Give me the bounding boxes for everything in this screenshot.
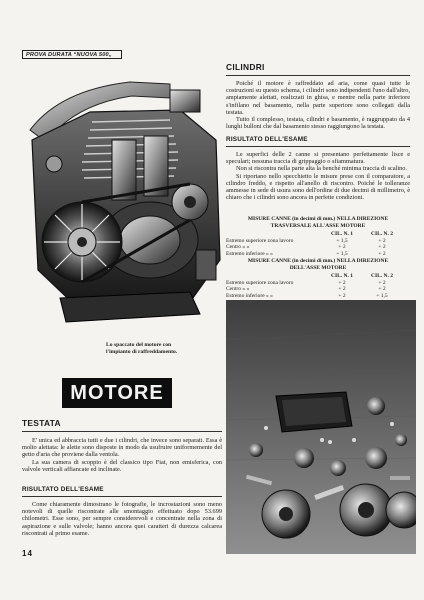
- table-header-cell: CIL. N. 2: [370, 231, 393, 238]
- table-row: [226, 293, 410, 300]
- engine-illustration: [20, 70, 232, 338]
- paragraph: Le superfici delle 2 canne si presentano perfettamente lisce e speculari; nessuna traccia di grippaggio o sfiammatura.: [226, 151, 410, 166]
- paragraph: Si riportano nello specchietto le misure prese con il comparatore, a cilindro freddo, e rispetto all'anello di riscontro. Poiché le tolleranze ammesse in sede di usura sono dell'ordine di due decimi di millimetro, è chiaro che i cilindri sono ancora in perfette condizioni.: [226, 172, 410, 202]
- table-cell: + 2: [338, 279, 346, 286]
- measurement-table-transverse: [226, 216, 410, 258]
- table-cell: Centro » »: [226, 244, 250, 251]
- parts-photo-drawing: [226, 300, 416, 554]
- risultato-testata-heading: RISULTATO DELL'ESAME: [22, 486, 104, 493]
- paragraph: Come chiaramente dimostrano le fotografie, le incrostazioni sono meno notevoli di quelle riscontrate alle smontaggio effettuato dopo 53.699 chilometri. Esse sono, per sempre considerevoli e concentrate nella zona di aspirazione e sulle valvole; hanno ancora quei caratteri di durezza calcarea riscontrati al primo esame.: [22, 501, 222, 537]
- testata-heading: TESTATA: [22, 418, 61, 428]
- risultato-cilindri-body: [226, 151, 410, 201]
- measurement-table-axial: [226, 258, 410, 306]
- page-number: 14: [22, 549, 33, 558]
- paragraph: E' unica ed abbraccia tutti e due i cilindri, che invece sono separati. Essa è molto alettata: le alette sono disposte in modo da usufruire uniformemente del getto d'aria che proviene dalla ventola.: [22, 437, 222, 459]
- table-caption: DELL'ASSE MOTORE: [289, 264, 347, 271]
- cilindri-body: [226, 80, 410, 130]
- cilindri-section: [226, 62, 410, 130]
- table-cell: + 2: [378, 279, 386, 286]
- table-cell: Estremo superiore zona lavoro: [226, 279, 294, 286]
- table-header-cell: CIL. N. 2: [370, 273, 393, 280]
- table-header-cell: [226, 231, 322, 238]
- table-cell: + 1,5: [336, 237, 348, 244]
- paragraph: La sua camera di scoppio è del classico tipo Fiat, non emisferica, con valvole verticali affiancate ed inclinate.: [22, 458, 222, 473]
- table-cell: Centro » »: [226, 286, 250, 293]
- risultato-cilindri-section: [226, 136, 410, 201]
- table-cell: Estremo superiore zona lavoro: [226, 237, 294, 244]
- divider: [22, 431, 222, 432]
- parts-photograph: [226, 300, 416, 554]
- table-row: [226, 238, 410, 245]
- table-cell: + 1,5: [376, 292, 388, 299]
- engine-caption: [106, 342, 246, 355]
- engine-caption-line1: Lo spaccato del motore con: [106, 342, 172, 348]
- cilindri-heading: CILINDRI: [226, 62, 265, 72]
- table-cell: Estremo inferiore » »: [226, 292, 273, 299]
- section-tab: PROVA DURATA “NUOVA 500„: [22, 50, 122, 59]
- table-header-cell: CIL. N. 1: [330, 231, 353, 238]
- risultato-cilindri-heading: RISULTATO DELL'ESAME: [226, 136, 308, 143]
- divider: [226, 75, 410, 76]
- section-banner: MOTORE: [62, 378, 172, 408]
- table-header-cell: CIL. N. 1: [330, 273, 353, 280]
- paragraph: Poiché il motore è raffreddato ad aria, come quasi tutte le costruzioni su questo schema, i cilindri sono indipendenti l'uno dall'altro, ampiamente alettati, realizzati in ghisa, e mentre nella parte inferiore s'infilano nel basamento, nella parte superiore sono collegati dalla testata.: [226, 80, 410, 116]
- paragraph: Tutto il complesso, testata, cilindri e basamento, è raggruppato da 4 lunghi bulloni che dal basamento stesso raggiungono la testata.: [226, 116, 410, 131]
- table-header-row: [226, 273, 410, 280]
- table-cell: + 2: [338, 292, 346, 299]
- table-caption: MISURE CANNE (in decimi di mm.) NELLA DIREZIONE: [247, 216, 389, 222]
- table-cell: + 2: [378, 250, 386, 257]
- risultato-testata-section: [22, 486, 222, 537]
- table-cell: + 2: [338, 244, 346, 251]
- table-row: [226, 251, 410, 258]
- table-cell: + 1,5: [336, 250, 348, 257]
- table-caption: TRASVERSALE ALL'ASSE MOTORE: [270, 222, 366, 229]
- table-cell: + 2: [378, 237, 386, 244]
- paragraph: Non si riscontra nella parte alta la benché minima traccia di scalino.: [236, 165, 407, 173]
- table-cell: + 2: [378, 286, 386, 293]
- table-cell: + 2: [338, 286, 346, 293]
- table-row: [226, 286, 410, 293]
- table-cell: + 2: [378, 244, 386, 251]
- table-row: [226, 280, 410, 287]
- table-caption: MISURE CANNE (in decimi di mm.) NELLA DIREZIONE: [247, 258, 389, 264]
- divider: [226, 146, 410, 147]
- engine-cutaway-drawing: [20, 70, 232, 338]
- risultato-testata-body: [22, 501, 222, 537]
- table-row: [226, 244, 410, 251]
- testata-section: [22, 418, 222, 473]
- table-header-cell: [226, 273, 322, 280]
- testata-body: [22, 437, 222, 473]
- divider: [22, 496, 222, 497]
- table-header-row: [226, 231, 410, 238]
- table-cell: Estremo inferiore » »: [226, 250, 273, 257]
- engine-caption-line2: l'impianto di raffreddamento.: [106, 348, 178, 355]
